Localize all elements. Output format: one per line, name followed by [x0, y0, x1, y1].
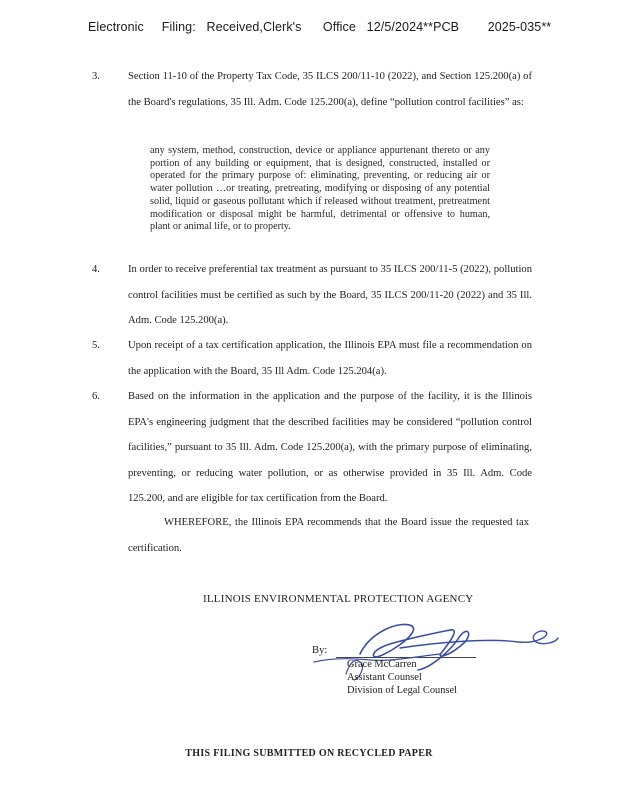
by-label: By:	[312, 645, 328, 656]
signer-title: Assistant Counsel	[347, 672, 422, 683]
wherefore-clause: WHEREFORE, the Illinois EPA recommends that the Board issue the requested tax certification.	[128, 517, 529, 554]
paragraph-text: Based on the information in the application and the purpose of the facility, it is the Illinois EPA's engineering judgment that the described facilities may be considered “pollution control facilities,” pursuant to 35 Ill. Adm. Code 125.200(a), with the primary purpose of eliminating, preventing, or reducing water pollution, or as otherwise provided in 35 Ill. Adm. Code 125.200, and are eligible for tax certification from the Board.	[128, 391, 532, 505]
paragraph-text: Upon receipt of a tax certification application, the Illinois EPA must file a recommendation on the application with the Board, 35 Ill Adm. Code 125.204(a).	[128, 340, 532, 377]
signer-name: Grace McCarren	[347, 659, 417, 670]
paragraph-number: 6.	[92, 391, 100, 402]
paragraph-3	[92, 64, 532, 115]
paragraph-5	[92, 333, 532, 384]
paragraph-4	[92, 257, 532, 334]
block-quote-definition: any system, method, construction, device or appliance appurtenant thereto or any portion of any building or equipment, that is designed, constructed, installed or operated for the primary purpose of: eliminating, preventing, or reducing air or water pollution …or treating, pretreating, modifying or disposing of any potential solid, liquid or gaseous pollutant which if released without treatment, pretreatment modification or disposal might be harmful, detrimental or offensive to human, plant or animal life, or to property.	[150, 145, 490, 233]
signature-block	[347, 658, 457, 697]
signer-division: Division of Legal Counsel	[347, 685, 457, 696]
paragraph-number: 4.	[92, 264, 100, 275]
paragraph-number: 5.	[92, 340, 100, 351]
paragraph-6	[92, 384, 532, 512]
paragraph-text: In order to receive preferential tax treatment as pursuant to 35 ILCS 200/11-5 (2022), pollution control facilities must be certified as such by the Board, 35 ILCS 200/11-20 (2022) and 35 Ill. Adm. Code 125.200(a).	[128, 264, 532, 327]
agency-name: ILLINOIS ENVIRONMENTAL PROTECTION AGENCY	[203, 593, 474, 605]
paragraph-text: Section 11-10 of the Property Tax Code, 35 ILCS 200/11-10 (2022), and Section 125.200(a) of the Board's regulations, 35 Ill. Adm. Code 125.200(a), define “pollution control facilities” as:	[128, 71, 532, 108]
recycled-paper-footer: THIS FILING SUBMITTED ON RECYCLED PAPER	[185, 748, 433, 759]
paragraph-number: 3.	[92, 71, 100, 82]
filing-stamp: Electronic Filing: Received,Clerk's Office 12/5/2024**PCB 2025-035**	[88, 20, 552, 34]
